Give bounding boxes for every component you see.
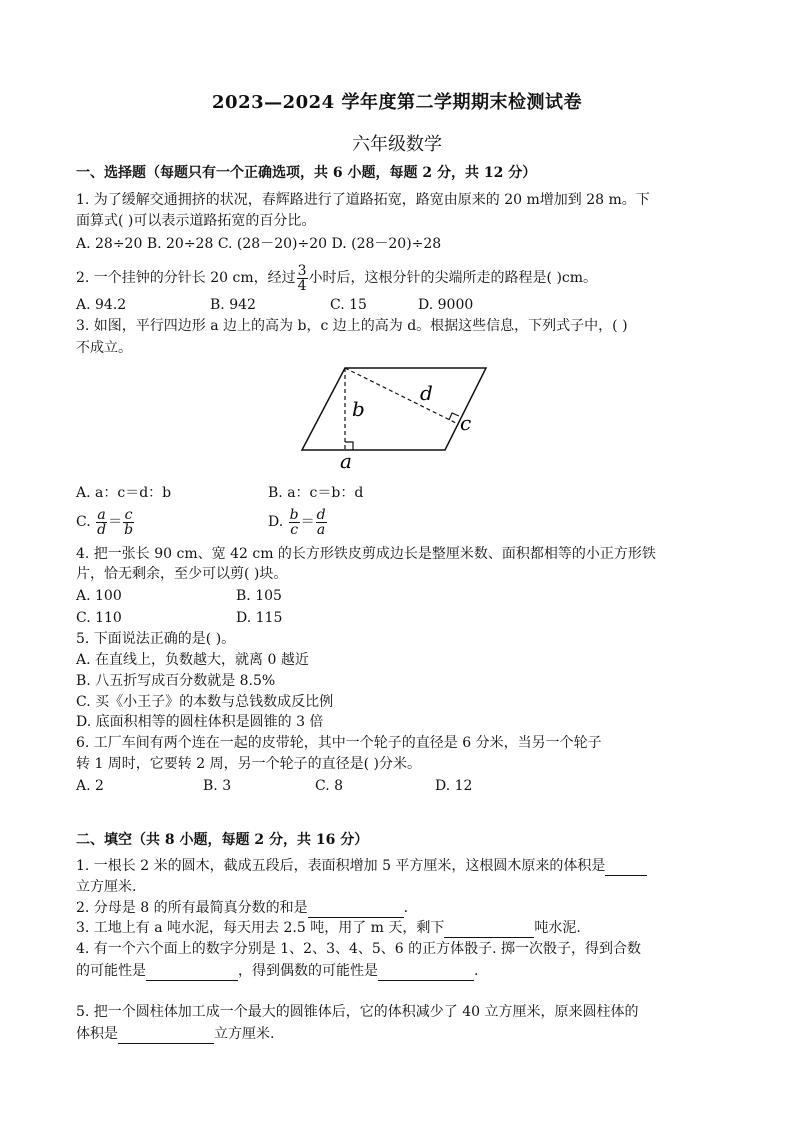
- fill-q3-end: 吨水泥.: [534, 920, 581, 936]
- answer-blank[interactable]: [444, 922, 534, 938]
- q5-option-c: C. 买《小王子》的本数与总钱数成反比例: [76, 694, 334, 710]
- q2-option-d: D. 9000: [418, 297, 474, 313]
- q3-d-frac1: [289, 508, 300, 537]
- q3-d-num1: b: [289, 506, 299, 523]
- fill-q5-text-b: 立方厘米.: [214, 1026, 275, 1042]
- fill-q5-text-a: 体积是: [76, 1026, 118, 1042]
- q2-prefix: 2. 一个挂钟的分针长 20 cm，经过: [76, 270, 296, 286]
- fill-q2: [76, 899, 408, 918]
- q2-suffix: 小时后，这根分针的尖端所走的路程是( )cm。: [308, 270, 598, 286]
- label-a: a: [340, 449, 352, 473]
- q2-frac-num: 3: [297, 262, 307, 279]
- q3-c-frac1: [96, 508, 107, 537]
- q5-option-b: B. 八五折写成百分数就是 8.5%: [76, 673, 276, 689]
- fill-q5-line1: 5. 把一个圆柱体加工成一个最大的圆锥体后，它的体积减少了 40 立方厘米，原来圆柱体的: [76, 1004, 639, 1020]
- section1-heading: 一、选择题（每题只有一个正确选项，共 6 小题，每题 2 分，共 12 分）: [76, 165, 537, 181]
- q3-c-den1: d: [97, 521, 107, 538]
- fill-q4-end: .: [474, 963, 479, 979]
- q3-c-num1: a: [97, 506, 106, 523]
- page-subtitle: 六年级数学: [352, 134, 442, 155]
- q4-text-line1: 4. 把一张长 90 cm、宽 42 cm 的长方形铁皮剪成边长是整厘米数、面积都相等的小正方形铁: [76, 546, 656, 562]
- q3-d-frac2: [316, 508, 327, 537]
- q1-text-line1: 1. 为了缓解交通拥挤的状况，春辉路进行了道路拓宽，路宽由原来的 20 m增加到 28 m。下: [76, 192, 650, 208]
- q3-option-c-label: C.: [76, 514, 91, 530]
- answer-blank[interactable]: [146, 965, 238, 981]
- label-d: d: [420, 381, 433, 405]
- q3-c-frac2: [123, 508, 134, 537]
- fill-q1-text: 1. 一根长 2 米的圆木，截成五段后，表面积增加 5 平方厘米，这根圆木原来的体积是: [76, 858, 606, 874]
- fill-q4-line2: [76, 962, 478, 981]
- q6-option-a: A. 2: [76, 778, 104, 794]
- q6-option-b: B. 3: [203, 778, 232, 794]
- right-angle-mark-c: [449, 413, 459, 420]
- fill-q5-line2: [76, 1025, 274, 1044]
- parallelogram-figure: [290, 360, 500, 475]
- q3-option-d: [268, 504, 328, 540]
- q2-frac-den: 4: [297, 277, 307, 294]
- q5-text: 5. 下面说法正确的是( )。: [76, 631, 236, 647]
- fill-q1-line1: [76, 857, 647, 876]
- q3-c-den2: b: [124, 521, 134, 538]
- q5-option-d: D. 底面积相等的圆柱体积是圆锥的 3 倍: [76, 714, 324, 730]
- q6-option-d: D. 12: [435, 778, 473, 794]
- q3-option-c: [76, 504, 135, 540]
- q3-d-num2: d: [316, 506, 326, 523]
- q3-c-num2: c: [124, 506, 133, 523]
- fill-q3-text: 3. 工地上有 a 吨水泥，每天用去 2.5 吨，用了 m 天，剩下: [76, 920, 445, 936]
- q4-option-d: D. 115: [236, 610, 283, 626]
- q1-text-line2: 面算式( )可以表示道路拓宽的百分比。: [76, 213, 316, 229]
- q3-text-line2: 不成立。: [76, 340, 132, 356]
- q2-option-c: C. 15: [330, 297, 367, 313]
- answer-blank[interactable]: [378, 965, 474, 981]
- q6-text-line1: 6. 工厂车间有两个连在一起的皮带轮，其中一个轮子的直径是 6 分米，当另一个轮子: [76, 735, 602, 751]
- label-c: c: [460, 411, 472, 435]
- q6-option-c: C. 8: [315, 778, 344, 794]
- q1-options: A. 28÷20 B. 20÷28 C. (28－20)÷20 D. (28－20)÷28: [76, 236, 442, 252]
- fill-q4-text-b: ，得到偶数的可能性是: [238, 963, 378, 979]
- page-title: 2023—2024 学年度第二学期期末检测试卷: [212, 92, 582, 113]
- fill-q3: [76, 919, 581, 938]
- fill-q2-text: 2. 分母是 8 的所有最简真分数的和是: [76, 900, 308, 916]
- q6-text-line2: 转 1 周时，它要转 2 周，另一个轮子的直径是( )分米。: [76, 756, 421, 772]
- q3-d-equals: ＝: [300, 514, 315, 530]
- answer-blank[interactable]: [118, 1028, 214, 1044]
- label-b: b: [352, 397, 365, 421]
- parallelogram-shape: [302, 368, 486, 450]
- q2-text: [76, 260, 597, 296]
- answer-blank[interactable]: [308, 902, 404, 918]
- fill-q4-line1: 4. 有一个六个面上的数字分别是 1、2、3、4、5、6 的正方体骰子. 掷一次骰子，得到合数: [76, 941, 642, 957]
- answer-blank[interactable]: [605, 860, 647, 876]
- q3-text-line1: 3. 如图，平行四边形 a 边上的高为 b，c 边上的高为 d。根据这些信息，下列式子中，( ): [76, 318, 628, 334]
- q4-option-c: C. 110: [76, 610, 122, 626]
- q3-c-equals: ＝: [108, 514, 123, 530]
- q4-option-a: A. 100: [76, 588, 122, 604]
- q5-option-a: A. 在直线上，负数越大，就离 0 越近: [76, 652, 309, 668]
- q3-option-d-label: D.: [268, 514, 284, 530]
- q2-fraction: [297, 264, 308, 293]
- section2-heading: 二、填空（共 8 小题，每题 2 分，共 16 分）: [76, 832, 369, 848]
- q2-option-b: B. 942: [210, 297, 256, 313]
- fill-q2-end: .: [403, 900, 409, 916]
- q3-d-den2: a: [316, 521, 326, 538]
- q3-option-a: A. a：c＝d：b: [76, 485, 172, 501]
- q4-option-b: B. 105: [236, 588, 282, 604]
- fill-q1-line2: 立方厘米.: [76, 879, 137, 895]
- q2-option-a: A. 94.2: [76, 297, 127, 313]
- q3-d-den1: c: [290, 521, 299, 538]
- fill-q4-text-a: 的可能性是: [76, 963, 146, 979]
- q3-option-b: B. a：c＝b：d: [268, 485, 364, 501]
- q4-text-line2: 片，恰无剩余，至少可以剪( )块。: [76, 566, 288, 582]
